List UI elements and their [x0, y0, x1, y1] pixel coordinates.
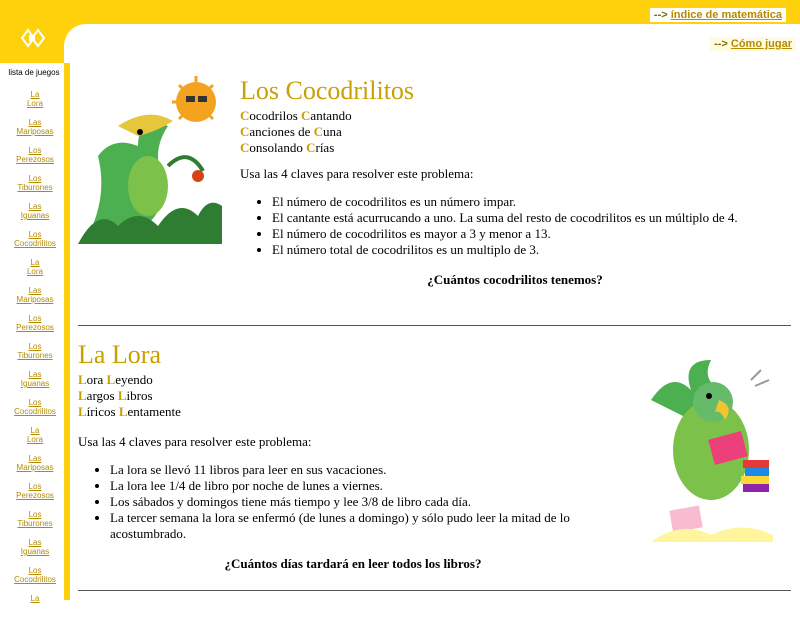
sidebar-game-link[interactable]: Los Perezosos — [16, 314, 54, 332]
instructions-text: Usa las 4 claves para resolver este problema: — [240, 166, 474, 181]
how-to-play-link-text[interactable]: Cómo jugar — [730, 38, 792, 50]
sidebar-game-link[interactable]: La Lora — [26, 258, 43, 276]
instructions-text: Usa las 4 claves para resolver este problema: — [78, 434, 312, 449]
acrostic-line: Líricos Lentamente — [78, 404, 181, 419]
math-index-link-text[interactable]: índice de matemática — [670, 9, 782, 21]
sidebar-game-link[interactable]: Los Tiburones — [17, 510, 53, 528]
clue-item: • El cantante está acurrucando a uno. La suma del resto de cocodrilitos es un múltiplo de 4. — [272, 210, 795, 226]
section-cocodrilitos — [240, 76, 795, 288]
sidebar-game-link[interactable]: Las Mariposas — [16, 118, 54, 136]
acrostic-line: Largos Libros — [78, 388, 153, 403]
clue-list — [240, 194, 795, 258]
sidebar-game-link[interactable]: Los Tiburones — [17, 174, 53, 192]
section-divider — [78, 325, 791, 326]
clue-item: • La lora lee 1/4 de libro por noche de lunes a viernes. — [110, 478, 638, 494]
sidebar-game-link[interactable]: Los Tiburones — [17, 342, 53, 360]
clue-list — [78, 462, 638, 542]
sidebar-game-link[interactable]: Los Cocodrilitos — [14, 566, 56, 584]
clue-item: • El número de cocodrilitos es mayor a 3 y menor a 13. — [272, 226, 795, 242]
question-text: ¿Cuántos cocodrilitos tenemos? — [427, 272, 603, 287]
parrot-illustration — [651, 340, 773, 542]
clue-item: • La tercer semana la lora se enfermó (de lunes a domingo) y sólo pudo leer la mitad de lo acostumbrado. — [110, 510, 638, 542]
sidebar-game-link[interactable]: Los Perezosos — [16, 146, 54, 164]
sidebar-game-link[interactable]: Las Iguanas — [20, 538, 50, 556]
clue-item: • El número de cocodrilitos es un número impar. — [272, 194, 795, 210]
sidebar-game-link[interactable]: Los Cocodrilitos — [14, 398, 56, 416]
clue-item: • La lora se llevó 11 libros para leer en sus vacaciones. — [110, 462, 638, 478]
section-lora — [78, 340, 638, 572]
acrostic-line: Consolando Crías — [240, 140, 335, 155]
section-divider — [78, 590, 791, 591]
sidebar-title: lista de juegos — [8, 68, 60, 77]
sidebar-game-link[interactable]: Las Iguanas — [20, 202, 50, 220]
acrostic — [240, 108, 795, 156]
acrostic-line: Cocodrilos Cantando — [240, 108, 352, 123]
cube-logo-icon — [20, 26, 46, 50]
acrostic — [78, 372, 638, 420]
sidebar-game-link[interactable]: Los Perezosos — [16, 482, 54, 500]
crocodile-illustration — [78, 76, 222, 244]
math-index-link[interactable] — [650, 8, 786, 22]
section-title: La Lora — [78, 340, 162, 369]
arrow-icon: --> — [653, 9, 668, 21]
acrostic-line: Lora Leyendo — [78, 372, 153, 387]
arrow-icon: --> — [714, 38, 728, 50]
sidebar-game-link[interactable]: Las Iguanas — [20, 370, 50, 388]
question-text: ¿Cuántos días tardará en leer todos los libros? — [224, 556, 482, 571]
sidebar-game-link[interactable]: La Lora — [26, 426, 43, 444]
sidebar-game-link[interactable]: Las Mariposas — [16, 454, 54, 472]
sidebar-game-link[interactable]: Los Cocodrilitos — [14, 230, 56, 248]
clue-item: • El número total de cocodrilitos es un multiplo de 3. — [272, 242, 795, 258]
acrostic-line: Canciones de Cuna — [240, 124, 342, 139]
section-title: Los Cocodrilitos — [240, 76, 415, 105]
clue-item: • Los sábados y domingos tiene más tiempo y lee 3/8 de libro cada día. — [110, 494, 638, 510]
game-list — [0, 90, 70, 622]
sidebar-game-link[interactable]: Las Mariposas — [16, 286, 54, 304]
sidebar-game-link[interactable]: La — [30, 594, 40, 603]
sidebar-game-link[interactable]: La Lora — [26, 90, 43, 108]
header-curve-inner — [64, 24, 108, 68]
how-to-play-link[interactable] — [710, 37, 796, 51]
